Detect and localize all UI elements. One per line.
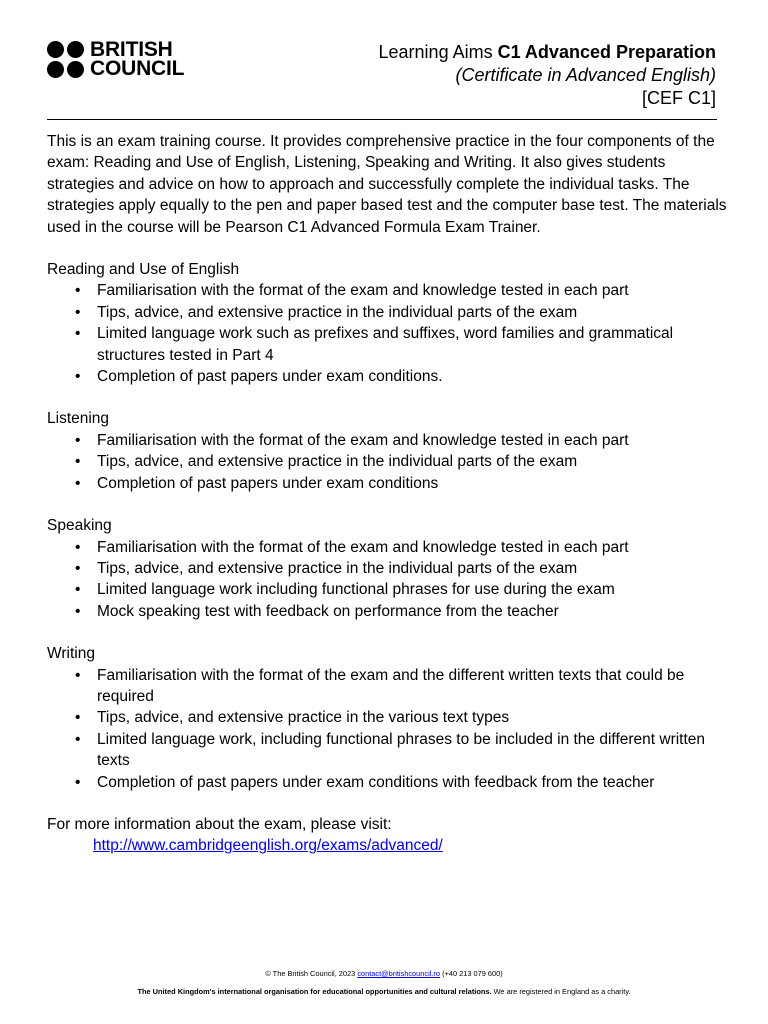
logo-dots-icon (47, 41, 84, 78)
intro-paragraph: This is an exam training course. It provides comprehensive practice in the four components of the exam: Reading and Use of English, Listening, Speaking and Writing. It also gives students strategies and advice on how to approach and successfully complete the individual tasks. The strategies apply equally to the pen and paper based test and the computer base test. The materials used in the course will be Pearson C1 Advanced Formula Exam Trainer. (47, 133, 727, 236)
section-reading (47, 259, 727, 387)
section-title: Listening (47, 410, 110, 428)
header-divider (47, 119, 717, 120)
list-item: • Tips, advice, and extensive practice in the individual parts of the exam (93, 302, 727, 323)
footer-copyright: © The British Council, 2023 (265, 969, 356, 978)
british-council-logo (47, 40, 184, 78)
list-item: • Familiarisation with the format of the exam and the different written texts that could be required (93, 665, 727, 708)
list-item: • Tips, advice, and extensive practice in the various text types (93, 707, 727, 728)
footer-tagline (0, 987, 768, 997)
course-name: C1 Advanced Preparation (497, 42, 716, 62)
more-info-text: For more information about the exam, please visit: (47, 815, 392, 833)
list-item: • Completion of past papers under exam conditions (93, 473, 727, 494)
list-item: • Completion of past papers under exam conditions. (93, 366, 727, 387)
footer-charity-note: We are registered in England as a charity. (493, 987, 631, 996)
list-item: • Mock speaking test with feedback on performance from the teacher (93, 601, 727, 622)
list-item: • Limited language work including functional phrases for use during the exam (93, 579, 727, 600)
bullet-list (47, 430, 727, 494)
list-item: • Limited language work such as prefixes and suffixes, word families and grammatical structures tested in Part 4 (93, 323, 727, 366)
header-subtitle: (Certificate in Advanced English) (455, 65, 716, 85)
exam-info-link[interactable]: http://www.cambridgeenglish.org/exams/advanced/ (93, 837, 443, 855)
list-item: • Limited language work, including functional phrases to be included in the different written texts (93, 729, 727, 772)
section-writing (47, 643, 727, 793)
logo-line-2: COUNCIL (90, 57, 185, 80)
list-item: • Familiarisation with the format of the exam and knowledge tested in each part (93, 280, 727, 301)
list-item: • Familiarisation with the format of the exam and knowledge tested in each part (93, 537, 727, 558)
footer-email-link[interactable]: contact@britishcouncil.ro (357, 969, 440, 978)
footer-phone: (+40 213 079 600) (442, 969, 503, 978)
list-item: • Completion of past papers under exam conditions with feedback from the teacher (93, 772, 727, 793)
list-item: • Familiarisation with the format of the exam and knowledge tested in each part (93, 430, 727, 451)
section-speaking (47, 515, 727, 622)
section-title: Reading and Use of English (47, 261, 240, 279)
header-level: [CEF C1] (641, 88, 716, 108)
bullet-list (47, 665, 727, 793)
section-title: Speaking (47, 517, 112, 535)
bullet-list (47, 280, 727, 387)
logo-wordmark (90, 40, 184, 78)
list-item: • Tips, advice, and extensive practice in the individual parts of the exam (93, 451, 727, 472)
footer-organisation: The United Kingdom's international organisation for educational opportunities and cultural relations. (137, 987, 492, 996)
bullet-list (47, 537, 727, 623)
section-title: Writing (47, 645, 95, 663)
footer-contact (0, 969, 768, 979)
document-body (47, 131, 727, 857)
document-header (379, 41, 716, 110)
list-item: • Tips, advice, and extensive practice in the individual parts of the exam (93, 558, 727, 579)
header-title (379, 41, 716, 64)
header-prefix: Learning Aims (378, 42, 498, 62)
section-listening (47, 408, 727, 494)
logo-line-1: BRITISH (90, 38, 173, 61)
